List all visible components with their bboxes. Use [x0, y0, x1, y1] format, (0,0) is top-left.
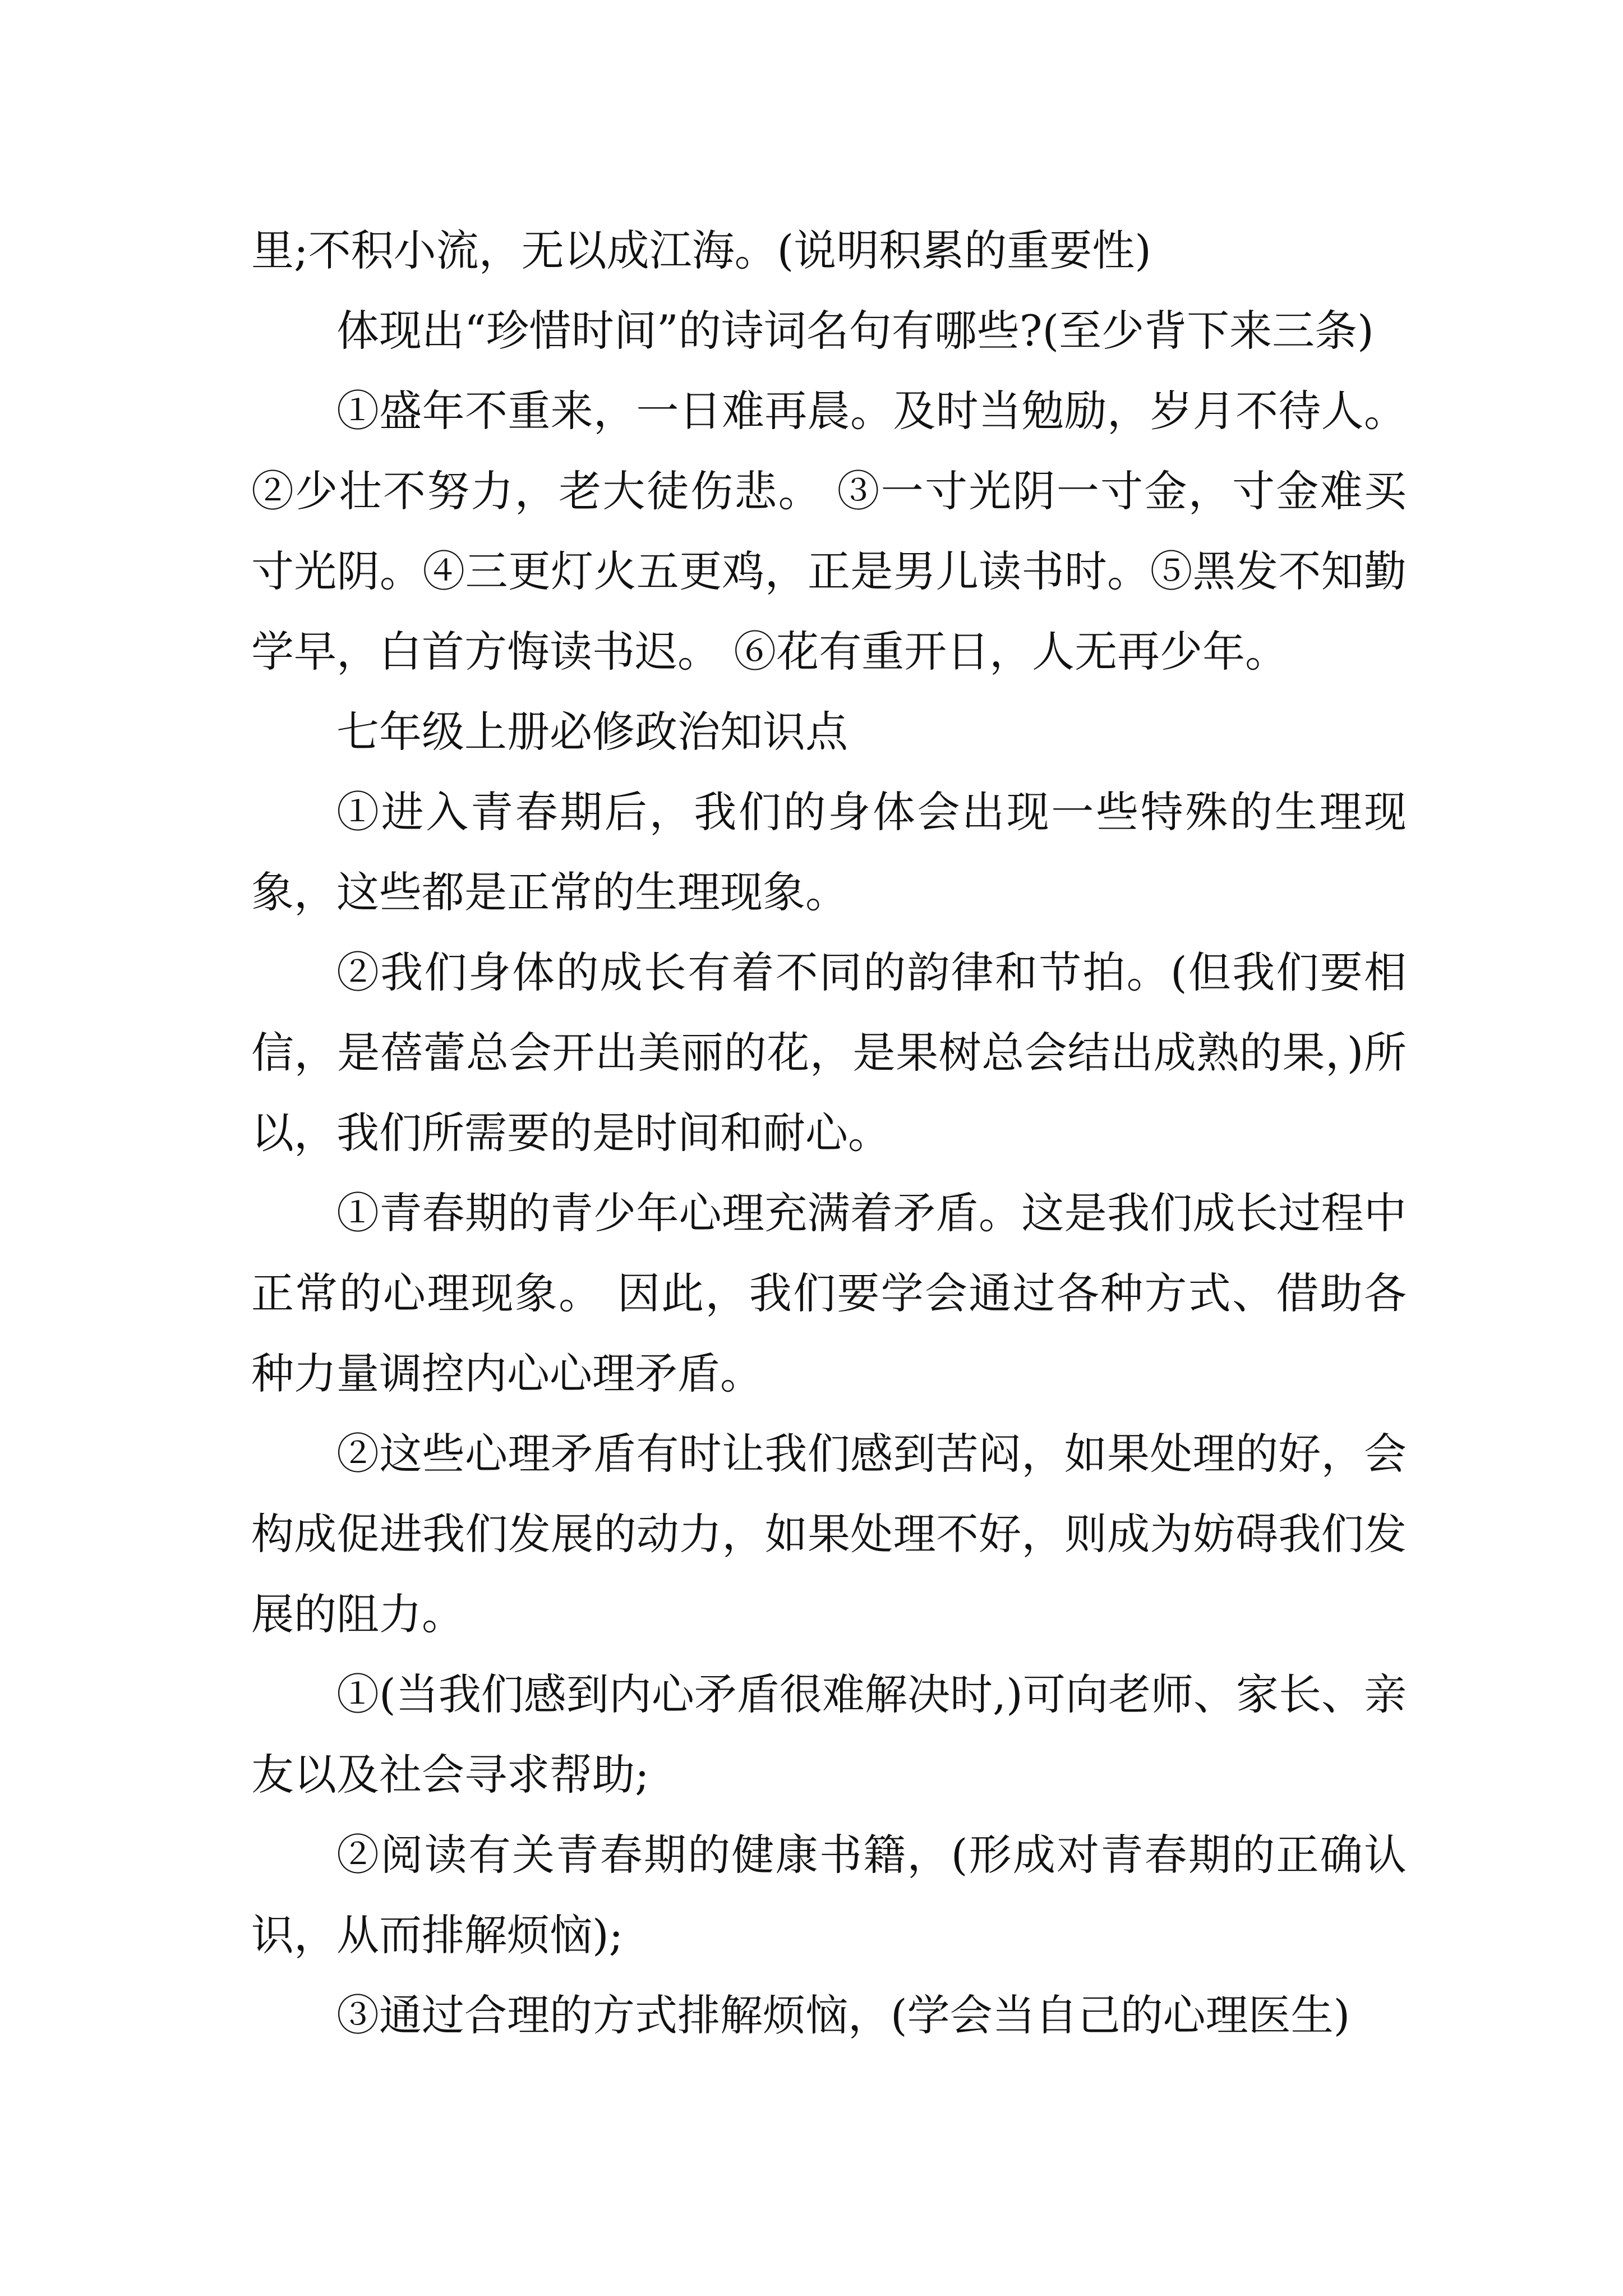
paragraph: ①进入青春期后，我们的身体会出现一些特殊的生理现象，这些都是正常的生理现象。	[251, 787, 1407, 917]
question-paragraph: 体现出“珍惜时间”的诗词名句有哪些?(至少背下来三条)	[336, 306, 1374, 356]
paragraph: ①(当我们感到内心矛盾很难解决时,)可向老师、家长、亲友以及社会寻求帮助;	[251, 1669, 1407, 1800]
paragraph: ②我们身体的成长有着不同的韵律和节拍。(但我们要相信，是蓓蕾总会开出美丽的花，是果树总会结出成熟的果，)所以，我们所需要的是时间和耐心。	[251, 947, 1407, 1158]
paragraph: 里;不积小流，无以成江海。(说明积累的重要性)	[251, 226, 1151, 275]
paragraph: ②这些心理矛盾有时让我们感到苦闷，如果处理的好，会构成促进我们发展的动力，如果处理不好，则成为妨碍我们发展的阻力。	[251, 1429, 1407, 1639]
document-body	[251, 210, 1407, 2055]
section-heading: 七年级上册必修政治知识点	[336, 707, 848, 757]
poem-list-paragraph: ①盛年不重来，一日难再晨。及时当勉励，岁月不待人。②少壮不努力，老大徒伤悲。 ③一寸光阴一寸金，寸金难买寸光阴。④三更灯火五更鸡，正是男儿读书时。⑤黑发不知勤学早，白首方悔读书迟。 ⑥花有重开日，人无再少年。	[251, 386, 1407, 677]
paragraph: ①青春期的青少年心理充满着矛盾。这是我们成长过程中正常的心理现象。 因此，我们要学会通过各种方式、借助各种力量调控内心心理矛盾。	[251, 1188, 1407, 1398]
paragraph: ③通过合理的方式排解烦恼，(学会当自己的心理医生)	[336, 1990, 1350, 2040]
paragraph: ②阅读有关青春期的健康书籍，(形成对青春期的正确认识，从而排解烦恼);	[251, 1830, 1407, 1960]
